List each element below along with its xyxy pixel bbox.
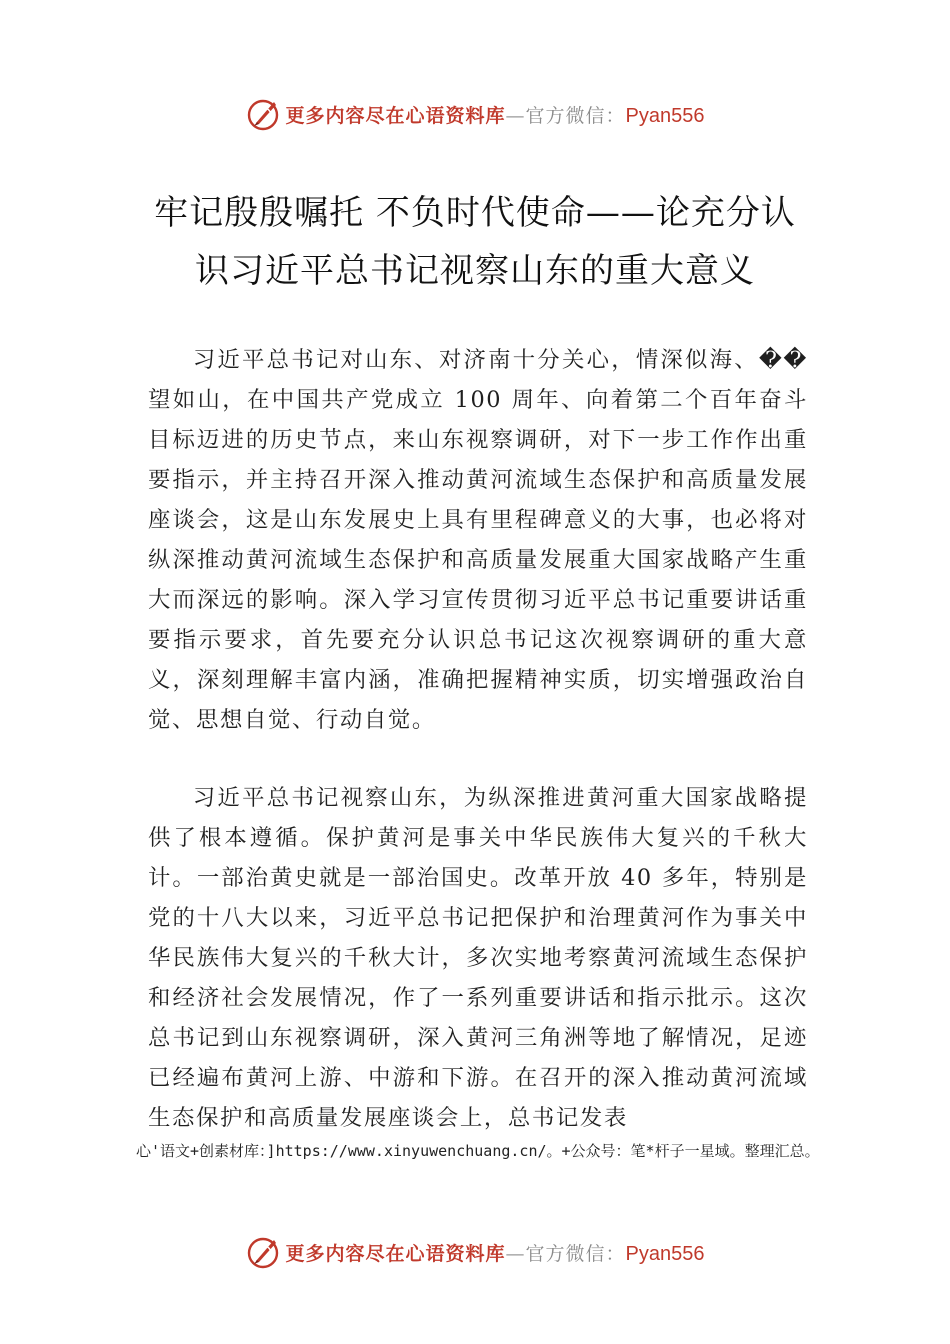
- banner-wechat-label: 官方微信：: [525, 1242, 626, 1265]
- quill-pen-logo-icon: [246, 1234, 282, 1270]
- banner-brand: 更多内容尽在心语资料库: [285, 1242, 506, 1265]
- paragraph-2: 习近平总书记视察山东，为纵深推进黄河重大国家战略提供了根本遵循。保护黄河是事关中华民族伟大复兴的千秋大计。一部治黄史就是一部治国史。改革开放 40 多年，特别是党的十八大以来，习近平总书记把保护和治理黄河作为事关中华民族伟大复兴的千秋大计，多次实地考察黄河流域生态保护和经济社会发展情况，作了一系列重要讲话和指示批示。这次总书记到山东视察调研，深入黄河三角洲等地了解情况，足迹已经遍布黄河上游、中游和下游。在召开的深入推动黄河流域生态保护和高质量发展座谈会上，总书记发表: [148, 785, 808, 1131]
- title-line-2: 识习近平总书记视察山东的重大意义: [195, 251, 755, 291]
- banner-wechat-id: Pyan556: [625, 104, 705, 127]
- document-title: [120, 184, 830, 300]
- banner-text: [286, 1239, 705, 1266]
- footer-banner: [0, 1232, 950, 1272]
- banner-text: [286, 101, 705, 128]
- banner-wechat-id: Pyan556: [625, 1242, 705, 1265]
- banner-separator: —: [505, 104, 526, 127]
- quill-pen-logo-icon: [246, 96, 282, 132]
- banner-separator: —: [505, 1242, 526, 1265]
- banner-wechat-label: 官方微信：: [525, 104, 626, 127]
- header-banner: [0, 94, 950, 134]
- paragraph-1: 习近平总书记对山东、对济南十分关心，情深似海、��望如山，在中国共产党成立 100 周年、向着第二个百年奋斗目标迈进的历史节点，来山东视察调研，对下一步工作作出重要指示，并主持召开深入推动黄河流域生态保护和高质量发展座谈会，这是山东发展史上具有里程碑意义的大事，也必将对纵深推动黄河流域生态保护和高质量发展重大国家战略产生重大而深远的影响。深入学习宣传贯彻习近平总书记重要讲话重要指示要求，首先要充分认识总书记这次视察调研的重大意义，深刻理解丰富内涵，准确把握精神实质，切实增强政治自觉、思想自觉、行动自觉。: [148, 347, 808, 733]
- source-note: 心'语文+创素材库：]https://www.xinyuwenchuang.cn/。+公众号：笔*杆子一星域。整理汇总。: [136, 1142, 820, 1160]
- banner-brand: 更多内容尽在心语资料库: [285, 104, 506, 127]
- title-line-1: 牢记殷殷嘱托 不负时代使命——论充分认: [154, 193, 796, 233]
